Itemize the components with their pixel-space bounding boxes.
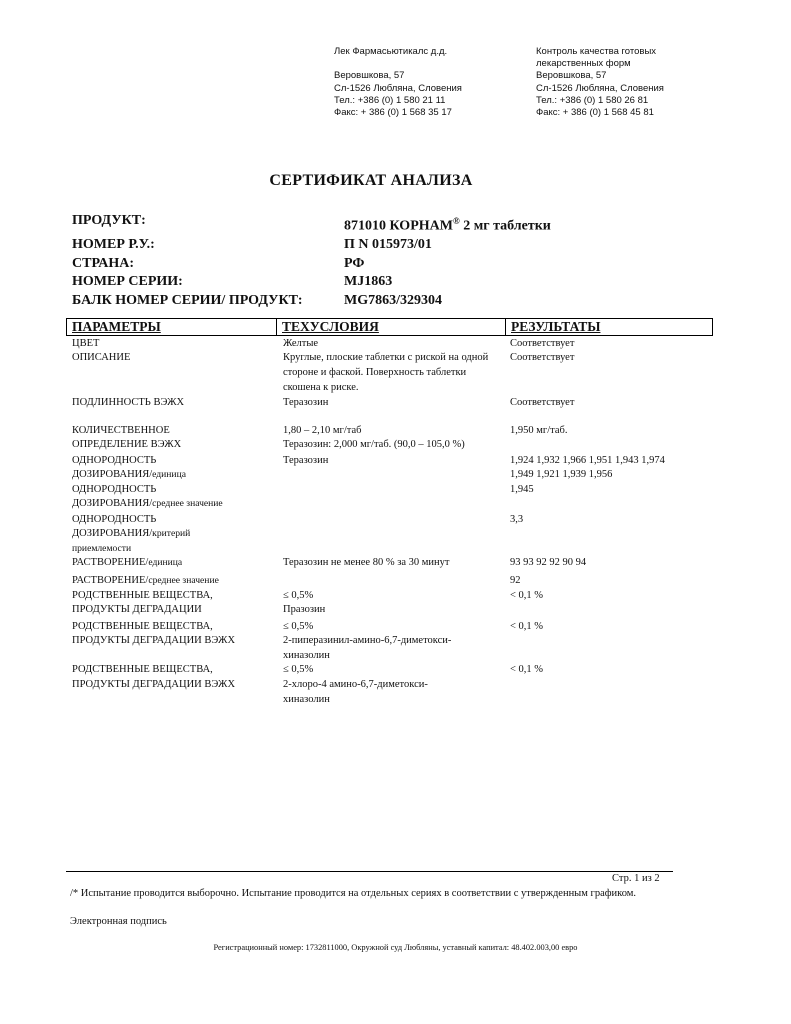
param-subtext: единица	[148, 557, 183, 568]
product-value: 871010 КОРНАМ® 2 мг таблетки	[344, 216, 551, 234]
param-cell: РОДСТВЕННЫЕ ВЕЩЕСТВА,	[72, 590, 213, 601]
spec-cell: Празозин	[283, 604, 326, 615]
param-cell: ПРОДУКТЫ ДЕГРАДАЦИИ ВЭЖХ	[72, 635, 236, 646]
bulk-batch-label: БАЛК НОМЕР СЕРИИ/ ПРОДУКТ:	[72, 293, 303, 309]
result-cell: 93 93 92 92 90 94	[510, 557, 587, 568]
spec-cell: 2-пиперазинил-амино-6,7-диметокси-хиназолин	[283, 635, 452, 661]
param-subtext: среднее значение	[152, 498, 223, 509]
page-number: Стр. 1 из 2	[612, 873, 660, 884]
param-cell: ПРОДУКТЫ ДЕГРАДАЦИИ ВЭЖХ	[72, 679, 236, 690]
result-cell: 1,949 1,921 1,939 1,956	[510, 469, 613, 480]
batch-row	[72, 273, 551, 292]
param-subtext: единица	[152, 469, 186, 480]
address-line: Лек Фармасьютикалс д.д.	[334, 46, 448, 57]
param-cell: ПОДЛИННОСТЬ ВЭЖХ	[72, 397, 185, 408]
product-info	[72, 212, 551, 311]
address-line: Верoвшкова, 57	[536, 70, 607, 82]
reg-number-label: НОМЕР Р.У.:	[72, 237, 155, 253]
country-row	[72, 255, 551, 274]
country-value: РФ	[344, 255, 365, 271]
address-line: Тел.: +386 (0) 1 580 21 11	[334, 94, 446, 106]
param-cell: ДОЗИРОВАНИЯ/среднее значение	[72, 498, 223, 509]
registered-mark: ®	[452, 216, 460, 226]
spec-cell: Теразозин	[283, 455, 329, 466]
spec-cell: 2-хлоро-4 амино-6,7-диметокси-хиназолин	[283, 679, 428, 705]
result-cell: 1,924 1,932 1,966 1,951 1,943 1,974	[510, 455, 665, 466]
address-line: лекарственных форм	[536, 58, 631, 70]
address-line: Контроль качества готовых	[536, 46, 657, 57]
result-cell: Соответствует	[510, 397, 575, 408]
column-header-specs: ТЕХУСЛОВИЯ	[277, 319, 506, 335]
country-label: СТРАНА:	[72, 255, 134, 271]
company-address-right	[536, 46, 664, 119]
spec-cell: Теразозин не менее 80 % за 30 минут	[283, 557, 450, 568]
param-cell: ОПИСАНИЕ	[72, 352, 131, 363]
address-line: Факс: + 386 (0) 1 568 35 17	[334, 107, 452, 118]
spec-cell: Теразозин	[283, 397, 329, 408]
param-cell: РОДСТВЕННЫЕ ВЕЩЕСТВА,	[72, 664, 213, 675]
address-line: Сл-1526 Любляна, Словения	[334, 82, 462, 94]
bulk-batch-row	[72, 292, 551, 311]
footnote: /* Испытание проводится выборочно. Испытание проводится на отдельных сериях в соответствии с утвержденным графиком.	[70, 888, 637, 899]
param-subtext: среднее значение	[148, 575, 219, 586]
param-cell: ПРОДУКТЫ ДЕГРАДАЦИИ	[72, 604, 202, 615]
result-cell: 1,950 мг/таб.	[510, 425, 568, 436]
column-header-results: РЕЗУЛЬТАТЫ	[511, 319, 601, 334]
param-cell: ДОЗИРОВАНИЯ/единица	[72, 469, 186, 480]
spec-cell: Круглые, плоские таблетки с риской на одной стороне и фаской. Поверхность таблетки скошена к риске.	[283, 352, 489, 393]
batch-label: НОМЕР СЕРИИ:	[72, 274, 183, 290]
result-cell: Соответствует	[510, 352, 575, 363]
result-cell: Соответствует	[510, 338, 575, 349]
result-cell: < 0,1 %	[510, 621, 544, 632]
product-row	[72, 212, 551, 236]
electronic-signature: Электронная подпись	[70, 916, 167, 927]
param-cell: приемлемости	[72, 543, 132, 554]
param-cell: РОДСТВЕННЫЕ ВЕЩЕСТВА,	[72, 621, 213, 632]
batch-value: MJ1863	[344, 274, 393, 290]
param-cell: ДОЗИРОВАНИЯ/критерий	[72, 528, 191, 539]
address-line: Верoвшкова, 57	[334, 70, 405, 82]
address-line: Факс: + 386 (0) 1 568 45 81	[536, 107, 654, 119]
spec-cell: Желтые	[283, 338, 319, 349]
param-cell: РАСТВОРЕНИЕ/единица	[72, 557, 183, 568]
bulk-batch-value: MG7863/329304	[344, 293, 442, 309]
footer-divider	[66, 871, 673, 872]
result-cell: 1,945	[510, 484, 534, 495]
param-cell: КОЛИЧЕСТВЕННОЕ	[72, 425, 170, 436]
result-cell: 3,3	[510, 514, 524, 525]
spec-cell: Теразозин: 2,000 мг/таб. (90,0 – 105,0 %)	[283, 439, 465, 450]
document-title: СЕРТИФИКАТ АНАЛИЗА	[269, 172, 473, 189]
param-cell: ОДНОРОДНОСТЬ	[72, 455, 157, 466]
spec-cell: 1,80 – 2,10 мг/таб	[283, 425, 362, 436]
reg-number-row	[72, 236, 551, 255]
reg-number-value: П N 015973/01	[344, 237, 432, 253]
table-header	[66, 318, 713, 336]
address-line: Тел.: +386 (0) 1 580 26 81	[536, 94, 649, 106]
address-line: Сл-1526 Любляна, Словения	[536, 82, 664, 94]
result-cell: < 0,1 %	[510, 664, 544, 675]
param-cell: ОПРЕДЕЛЕНИЕ ВЭЖХ	[72, 439, 182, 450]
column-header-params: ПАРАМЕТРЫ	[67, 319, 277, 335]
param-cell: ОДНОРОДНОСТЬ	[72, 484, 157, 495]
param-cell: ОДНОРОДНОСТЬ	[72, 514, 157, 525]
result-cell: < 0,1 %	[510, 590, 544, 601]
spec-cell: ≤ 0,5%	[283, 621, 314, 632]
registration-info: Регистрационный номер: 1732811000, Окружной суд Любляны, уставный капитал: 48.402.003,00 евро	[213, 943, 578, 952]
address-line	[334, 58, 462, 70]
company-address-left	[334, 46, 462, 119]
param-subtext: критерий	[152, 528, 191, 539]
spec-cell: ≤ 0,5%	[283, 590, 314, 601]
result-cell: 92	[510, 575, 521, 586]
product-label: ПРОДУКТ:	[72, 213, 146, 228]
spec-cell: ≤ 0,5%	[283, 664, 314, 675]
param-cell: ЦВЕТ	[72, 338, 100, 349]
param-cell: РАСТВОРЕНИЕ/среднее значение	[72, 575, 219, 586]
